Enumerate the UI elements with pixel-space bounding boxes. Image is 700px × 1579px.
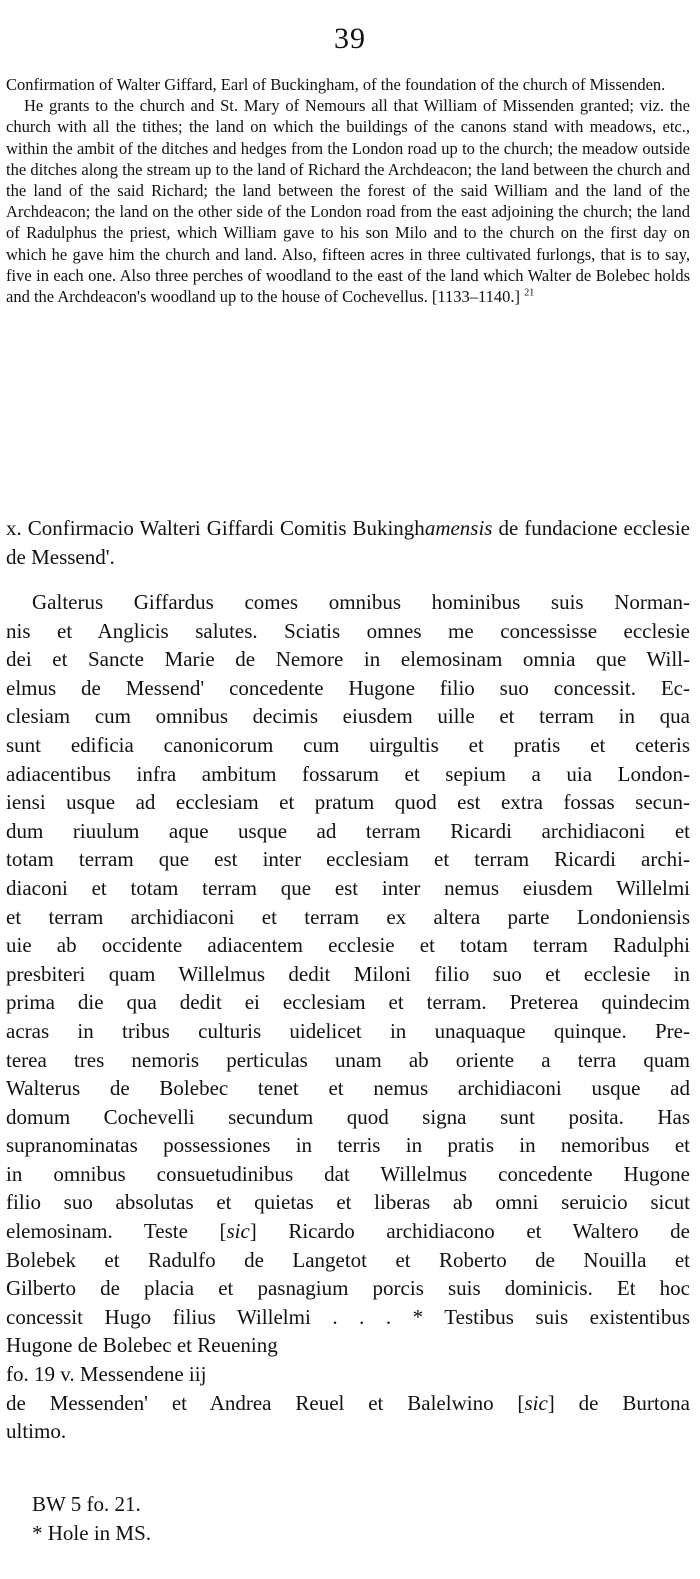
text-line: adiacentibus infra ambitum fossarum et sepium a uia London-: [6, 761, 690, 786]
text-line: prima die qua dedit ei ecclesiam et terram. Preterea quindecim: [6, 990, 690, 1015]
text-line: supranominatas possessiones in terris in pratis in nemoribus et: [6, 1133, 690, 1158]
text-line: ultimo.: [6, 1419, 67, 1444]
text-line: presbiteri quam Willelmus dedit Miloni filio suo et ecclesie in: [6, 961, 690, 986]
text-line: sunt edificia canonicorum cum uirgultis et pratis et ceteris: [6, 732, 690, 757]
summary-body: [6, 95, 690, 307]
summary-title: Confirmation of Walter Giffard, Earl of Buckingham, of the foundation of the church of Missenden.: [6, 75, 666, 94]
text-line: Gilberto de placia et pasnagium porcis suis dominicis. Et hoc: [6, 1276, 690, 1301]
balelwino-text: de Messenden' et Andrea Reuel et Balelwino [: [6, 1390, 525, 1415]
sic-mark: sic: [226, 1219, 250, 1244]
text-line: dei et Sancte Marie de Nemore in elemosinam omnia que Will-: [6, 647, 690, 672]
text-line-teste: [6, 1217, 690, 1246]
text-line: in omnibus consuetudinibus dat Willelmus concedente Hugone: [6, 1161, 690, 1186]
text-line: uie ab occidente adiacentem ecclesie et totam terram Radulphi: [6, 933, 690, 958]
text-line: et terram archidiaconi et terram ex altera parte Londoniensis: [6, 904, 690, 929]
text-line: Galterus Giffardus comes omnibus hominibus suis Norman-: [32, 590, 690, 614]
text-line: dum riuulum aque usque ad terram Ricardi archidiaconi et: [6, 818, 690, 843]
teste-text-end: ] Ricardo archidiacono et Waltero de: [249, 1219, 690, 1244]
hole-note: * Hole in MS.: [32, 1520, 152, 1545]
sic-mark: sic: [524, 1390, 548, 1415]
text-line: nis et Anglicis salutes. Sciatis omnes me concessisse ecclesie: [6, 618, 690, 643]
source-notes: [32, 1490, 151, 1547]
balelwino-text-end: ] de Burtona: [547, 1390, 690, 1415]
charter-heading: [6, 514, 690, 572]
text-line: domum Cochevelli secundum quod signa sunt posita. Has: [6, 1104, 690, 1129]
heading-text: x. Confirmacio Walteri Giffardi Comitis Bukingh: [6, 516, 425, 540]
summary-body-text: He grants to the church and St. Mary of Nemours all that William of Missenden granted; viz. the church with all the tithes; the land on which the buildings of the canons stand with meadows, etc., within the ambit of the ditches and hedges from the London road up to the church; the meadow outside the ditches along the stream up to the land of Richard the Archdeacon; the land between the church and the land of the said Richard; the land between the forest of the said William and the land of the Archdeacon; the land on the other side of the London road from the east adjoining the church; the land of Radulphus the priest, which William gave to his son Milo and to the church on the first day on which he gave him the church and land. Also, fifteen acres in three cultivated furlongs, that is to say, five in each one. Also three perches of woodland to the east of the land which Walter de Bolebec holds and the Archdeacon's woodland up to the house of Cochevellus. [1133–1140.]: [6, 96, 690, 307]
text-line: diaconi et totam terram que est inter nemus eiusdem Willelmi: [6, 875, 690, 900]
footnote-reference: 21: [524, 287, 535, 299]
text-line-balelwino: [6, 1389, 690, 1418]
source-reference: BW 5 fo. 21.: [32, 1492, 141, 1516]
teste-text: elemosinam. Teste [: [6, 1219, 227, 1244]
text-line: filio suo absolutas et quietas et liberas ab omni seruicio sicut: [6, 1190, 690, 1215]
english-summary: [6, 74, 690, 307]
text-line: concessit Hugo filius Willelmi . . . * Testibus suis existentibus: [6, 1304, 690, 1329]
text-line: clesiam cum omnibus decimis eiusdem uille et terram in qua: [6, 704, 690, 729]
text-line: totam terram que est inter ecclesiam et terram Ricardi archi-: [6, 847, 690, 872]
text-line: Hugone de Bolebec et Reuening: [6, 1333, 278, 1358]
page-number: 39: [334, 22, 366, 55]
text-line: acras in tribus culturis uidelicet in unaquaque quinque. Pre-: [6, 1018, 690, 1043]
text-line: terea tres nemoris perticulas unam ab oriente a terra quam: [6, 1047, 690, 1072]
text-line: Walterus de Bolebec tenet et nemus archidiaconi usque ad: [6, 1076, 690, 1101]
latin-charter-text: [6, 588, 690, 1446]
text-line: Bolebek et Radulfo de Langetot et Roberto de Nouilla et: [6, 1247, 690, 1272]
heading-italic: amensis: [424, 516, 493, 540]
folio-marker: fo. 19 v. Messendene iij: [6, 1362, 207, 1387]
text-line: elmus de Messend' concedente Hugone filio suo concessit. Ec-: [6, 675, 690, 700]
text-line: iensi usque ad ecclesiam et pratum quod est extra fossas secun-: [6, 790, 690, 815]
heading-text-end: de fundacione ecclesie de Messend'.: [6, 516, 690, 569]
